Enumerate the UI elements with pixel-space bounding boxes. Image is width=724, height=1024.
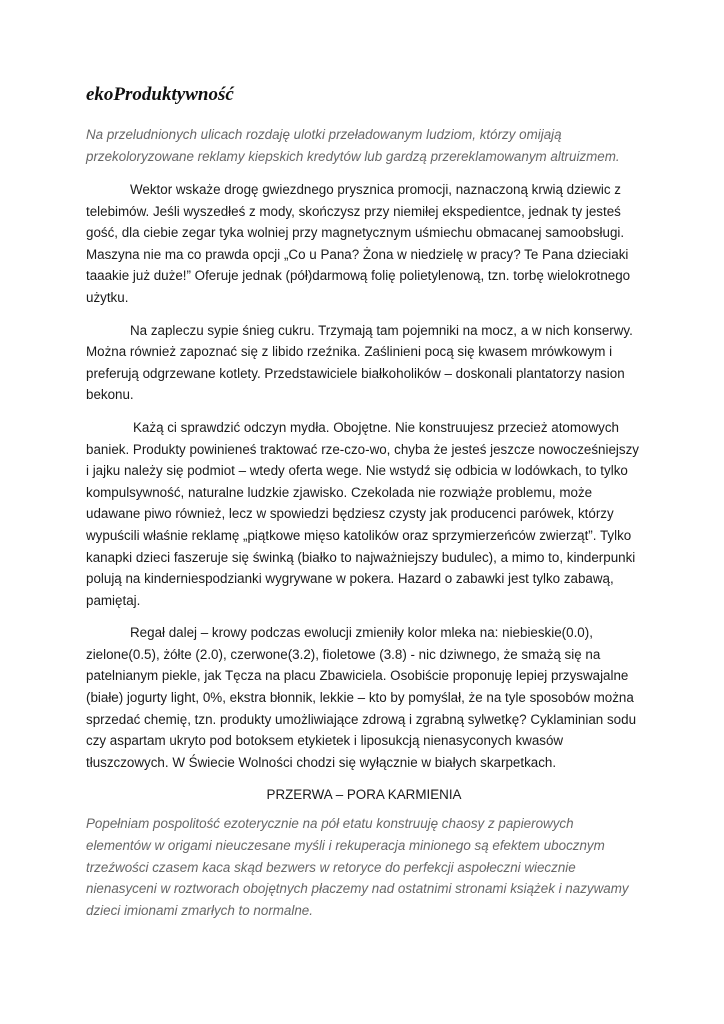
body-paragraph-4: Regał dalej – krowy podczas ewolucji zmieniły kolor mleka na: niebieskie(0.0), zielone(0.5), żółte (2.0), czerwone(3.2), fioletowe (3.8) - nic dziwnego, że smażą się na patelnianym piekle, jak Tęcza na placu Zbawiciela. Osobiście proponuję lepiej przyswajalne (białe) jogurty light, 0%, ekstra błonnik, lekkie – kto by pomyślał, że na tyle sposobów można sprzedać chemię, tzn. produkty umożliwiające zdrową i zgrabną sylwetkę? Cyklaminian sodu czy aspartam ukryto pod botoksem etykietek i liposukcją nienasyconych kwasów tłuszczowych. W Świecie Wolności chodzi się wyłącznie w białych skarpetkach. bbox=[86, 625, 637, 770]
lead-paragraph: Na przeludnionych ulicach rozdaję ulotki przeładowanym ludziom, którzy omijają przekoloryzowane reklamy kiepskich kredytów lub gardzą przereklamowanym altruizmem. bbox=[86, 127, 620, 164]
document-page bbox=[86, 82, 642, 921]
body-paragraph-2: Na zapleczu sypie śnieg cukru. Trzymają tam pojemniki na mocz, a w nich konserwy. Można również zapoznać się z libido rzeźnika. Zaślinieni pocą się kwasem mrówkowym i preferują odgrzewane kotlety. Przedstawiciele białkoholików – doskonali plantatorzy nasion bekonu. bbox=[86, 322, 633, 403]
closing-paragraph: Popełniam pospolitość ezoterycznie na pół etatu konstruuję chaosy z papierowych elementów w origami nieuczesane myśli i rekuperacja minionego są efektem ubocznym trzeźwości czasem kaca skąd bezwers w retoryce do perfekcji aspołeczni wiecznie nienasyceni w roztworach obojętnych płaczemy nad ostatnimi stronami książek i nazywamy dzieci imionami zmarłych to normalne. bbox=[86, 816, 629, 918]
section-break-heading: PRZERWA – PORA KARMIENIA bbox=[266, 787, 462, 803]
body-paragraph-3: Każą ci sprawdzić odczyn mydła. Obojętne. Nie konstruujesz przecież atomowych baniek. Produkty powinieneś traktować rze-czo-wo, chyba że jesteś jeszcze nowocześniejszy i jajku należy się podmiot – wtedy oferta wege. Nie wstydź się odbicia w lodówkach, to tylko kompulsywność, naturalne ludzkie zjawisko. Czekolada nie rozwiąże problemu, może udawane piwo również, lecz w spowiedzi będziesz czysty jak producenci parówek, którzy wypuścili właśnie reklamę „piątkowe mięso katolików oraz sprzymierzeńców zwierząt”. Tylko kanapki dzieci faszeruje się świnką (białko to najważniejszy budulec), a mimo to, kinderpunki polują na kinderniespodzianki wygrywane w pokera. Hazard o zabawki jest tylko zabawą, pamiętaj. bbox=[86, 419, 639, 608]
body-paragraph-1: Wektor wskaże drogę gwiezdnego prysznica promocji, naznaczoną krwią dziewic z telebimów. Jeśli wyszedłeś z mody, skończysz przy niemiłej ekspedientce, jednak ty jesteś gość, dla ciebie zegar tyka wolniej przy magnetycznym uśmiechu obmacanej samoobsługi. Maszyna nie ma co prawda opcji „Co u Pana? Żona w niedzielę w pracy? Te Pana dzieciaki taaakie już duże!” Oferuje jednak (pół)darmową folię polietylenową, tzn. torbę wielokrotnego użytku. bbox=[86, 182, 631, 305]
document-title: ekoProduktywność bbox=[86, 84, 234, 105]
